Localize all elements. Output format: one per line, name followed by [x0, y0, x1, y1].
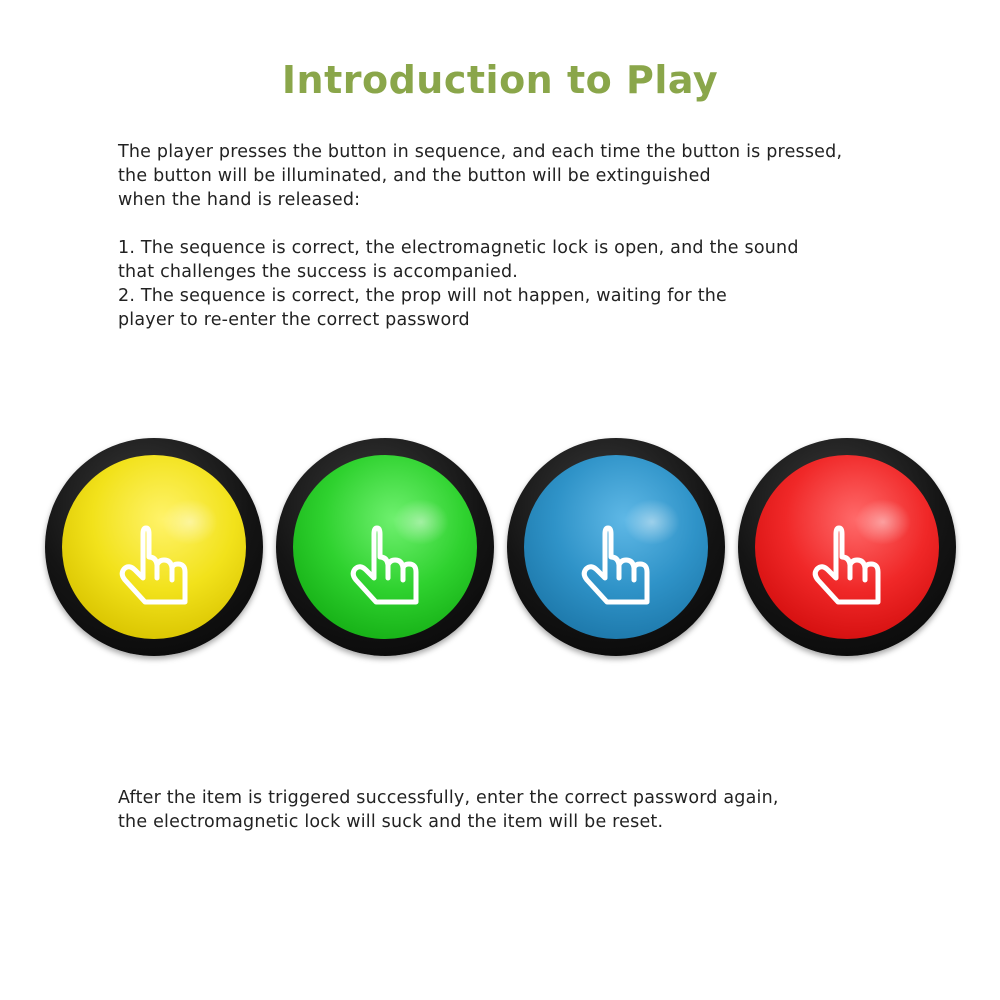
buttons-row	[0, 438, 1000, 660]
red-push-button[interactable]	[738, 438, 956, 656]
intro-text	[118, 140, 918, 332]
pointing-hand-icon	[738, 438, 956, 656]
intro-line: The player presses the button in sequence, and each time the button is pressed,	[118, 142, 843, 162]
intro-line: the button will be illuminated, and the button will be extinguished	[118, 166, 711, 186]
green-push-button[interactable]	[276, 438, 494, 656]
outro-line: the electromagnetic lock will suck and the item will be reset.	[118, 812, 664, 832]
pointing-hand-icon	[45, 438, 263, 656]
rule-item-1: that challenges the success is accompanied.	[118, 262, 519, 282]
page-title: Introduction to Play	[281, 58, 719, 102]
rule-item-1: 1. The sequence is correct, the electromagnetic lock is open, and the sound	[118, 238, 799, 258]
outro-text	[118, 786, 918, 834]
pointing-hand-icon	[276, 438, 494, 656]
blue-push-button[interactable]	[507, 438, 725, 656]
pointing-hand-icon	[507, 438, 725, 656]
spacer	[118, 212, 918, 236]
intro-line: when the hand is released:	[118, 190, 361, 210]
yellow-push-button[interactable]	[45, 438, 263, 656]
rule-item-2: 2. The sequence is correct, the prop will not happen, waiting for the	[118, 286, 728, 306]
outro-line: After the item is triggered successfully, enter the correct password again,	[118, 788, 779, 808]
rule-item-2: player to re-enter the correct password	[118, 310, 470, 330]
